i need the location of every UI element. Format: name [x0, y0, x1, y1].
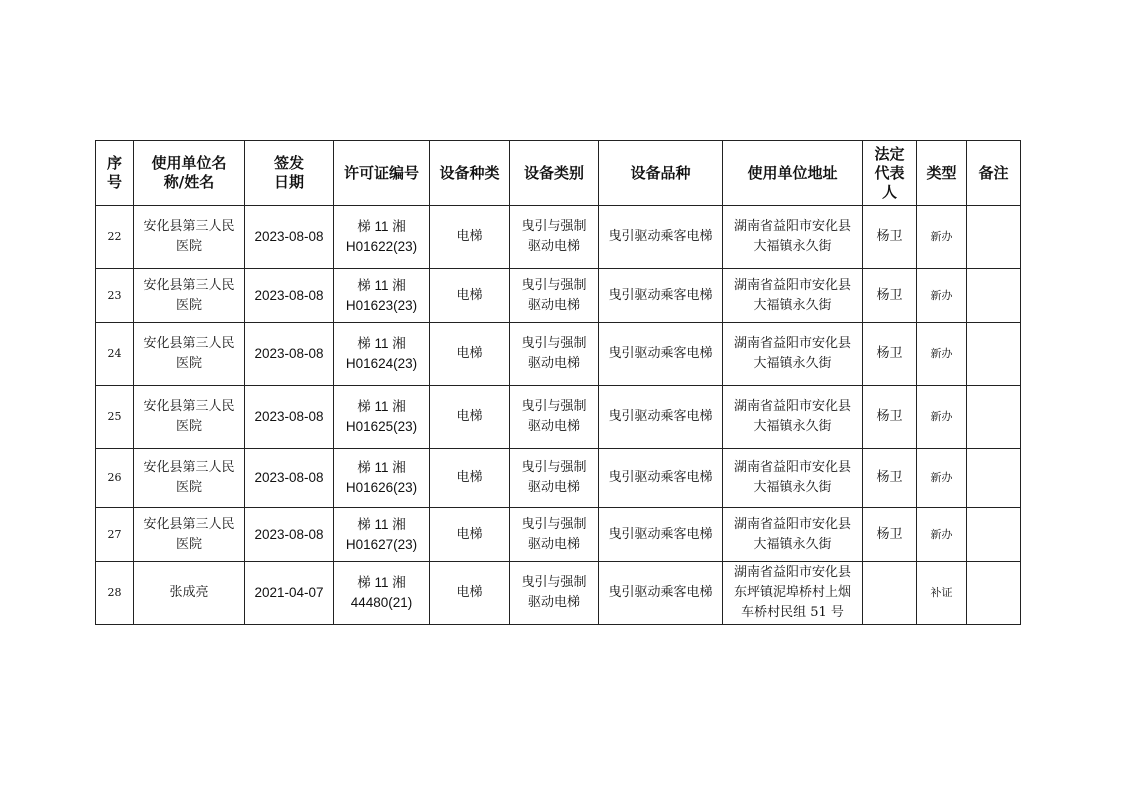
cell-unit-name: 安化县第三人民 医院 [134, 386, 245, 449]
cell-equipment-category: 曳引与强制 驱动电梯 [510, 206, 599, 269]
cell-equipment-kind: 电梯 [430, 386, 510, 449]
cell-serial-number: 24 [96, 323, 134, 386]
header-equipment-kind: 设备种类 [430, 141, 510, 206]
cell-type: 新办 [917, 269, 967, 323]
cell-unit-address: 湖南省益阳市安化县 大福镇永久街 [723, 269, 863, 323]
cell-issue-date: 2023-08-08 [245, 508, 334, 562]
cell-legal-representative [863, 562, 917, 625]
cell-unit-address: 湖南省益阳市安化县 大福镇永久街 [723, 386, 863, 449]
cell-remarks [967, 508, 1021, 562]
cell-legal-representative: 杨卫 [863, 323, 917, 386]
cell-issue-date: 2023-08-08 [245, 269, 334, 323]
cell-unit-name: 安化县第三人民 医院 [134, 269, 245, 323]
table-row [96, 386, 1021, 449]
cell-equipment-category: 曳引与强制 驱动电梯 [510, 508, 599, 562]
cell-legal-representative: 杨卫 [863, 206, 917, 269]
table-row [96, 508, 1021, 562]
cell-legal-representative: 杨卫 [863, 386, 917, 449]
cell-legal-representative: 杨卫 [863, 269, 917, 323]
cell-equipment-variety: 曳引驱动乘客电梯 [599, 269, 723, 323]
cell-equipment-kind: 电梯 [430, 206, 510, 269]
cell-serial-number: 22 [96, 206, 134, 269]
table-row [96, 206, 1021, 269]
cell-equipment-variety: 曳引驱动乘客电梯 [599, 206, 723, 269]
cell-serial-number: 27 [96, 508, 134, 562]
cell-serial-number: 28 [96, 562, 134, 625]
cell-remarks [967, 562, 1021, 625]
header-row [96, 141, 1021, 206]
cell-unit-address: 湖南省益阳市安化县 东坪镇泥埠桥村上烟 车桥村民组 51 号 [723, 562, 863, 625]
cell-remarks [967, 386, 1021, 449]
cell-unit-name: 张成亮 [134, 562, 245, 625]
cell-issue-date: 2023-08-08 [245, 206, 334, 269]
cell-remarks [967, 206, 1021, 269]
cell-license-number: 梯 11 湘 H01627(23) [334, 508, 430, 562]
header-legal-representative: 法定 代表 人 [863, 141, 917, 206]
cell-remarks [967, 269, 1021, 323]
record-table [95, 140, 1021, 625]
cell-type: 新办 [917, 508, 967, 562]
cell-equipment-variety: 曳引驱动乘客电梯 [599, 449, 723, 508]
cell-equipment-variety: 曳引驱动乘客电梯 [599, 323, 723, 386]
cell-remarks [967, 323, 1021, 386]
cell-license-number: 梯 11 湘 H01624(23) [334, 323, 430, 386]
cell-type: 新办 [917, 449, 967, 508]
header-license-number: 许可证编号 [334, 141, 430, 206]
header-equipment-category: 设备类别 [510, 141, 599, 206]
cell-remarks [967, 449, 1021, 508]
cell-type: 补证 [917, 562, 967, 625]
cell-unit-address: 湖南省益阳市安化县 大福镇永久街 [723, 449, 863, 508]
cell-issue-date: 2023-08-08 [245, 386, 334, 449]
cell-equipment-category: 曳引与强制 驱动电梯 [510, 269, 599, 323]
cell-legal-representative: 杨卫 [863, 449, 917, 508]
cell-type: 新办 [917, 386, 967, 449]
cell-unit-name: 安化县第三人民 医院 [134, 323, 245, 386]
cell-equipment-category: 曳引与强制 驱动电梯 [510, 449, 599, 508]
table-row [96, 562, 1021, 625]
cell-equipment-category: 曳引与强制 驱动电梯 [510, 386, 599, 449]
header-equipment-variety: 设备品种 [599, 141, 723, 206]
cell-serial-number: 23 [96, 269, 134, 323]
cell-issue-date: 2021-04-07 [245, 562, 334, 625]
cell-unit-address: 湖南省益阳市安化县 大福镇永久街 [723, 323, 863, 386]
cell-legal-representative: 杨卫 [863, 508, 917, 562]
cell-equipment-variety: 曳引驱动乘客电梯 [599, 386, 723, 449]
cell-equipment-variety: 曳引驱动乘客电梯 [599, 508, 723, 562]
header-issue-date: 签发 日期 [245, 141, 334, 206]
cell-type: 新办 [917, 206, 967, 269]
cell-serial-number: 26 [96, 449, 134, 508]
cell-equipment-kind: 电梯 [430, 449, 510, 508]
table-row [96, 323, 1021, 386]
cell-issue-date: 2023-08-08 [245, 323, 334, 386]
cell-equipment-category: 曳引与强制 驱动电梯 [510, 562, 599, 625]
header-unit-name: 使用单位名 称/姓名 [134, 141, 245, 206]
cell-license-number: 梯 11 湘 H01623(23) [334, 269, 430, 323]
cell-equipment-variety: 曳引驱动乘客电梯 [599, 562, 723, 625]
cell-equipment-kind: 电梯 [430, 508, 510, 562]
cell-equipment-kind: 电梯 [430, 323, 510, 386]
cell-type: 新办 [917, 323, 967, 386]
cell-equipment-kind: 电梯 [430, 269, 510, 323]
cell-unit-name: 安化县第三人民 医院 [134, 206, 245, 269]
table-row [96, 449, 1021, 508]
cell-serial-number: 25 [96, 386, 134, 449]
cell-issue-date: 2023-08-08 [245, 449, 334, 508]
cell-license-number: 梯 11 湘 H01622(23) [334, 206, 430, 269]
cell-equipment-kind: 电梯 [430, 562, 510, 625]
header-unit-address: 使用单位地址 [723, 141, 863, 206]
cell-license-number: 梯 11 湘 H01626(23) [334, 449, 430, 508]
cell-unit-address: 湖南省益阳市安化县 大福镇永久街 [723, 508, 863, 562]
cell-license-number: 梯 11 湘 44480(21) [334, 562, 430, 625]
cell-equipment-category: 曳引与强制 驱动电梯 [510, 323, 599, 386]
cell-unit-name: 安化县第三人民 医院 [134, 449, 245, 508]
cell-unit-name: 安化县第三人民 医院 [134, 508, 245, 562]
header-serial-number: 序 号 [96, 141, 134, 206]
header-type: 类型 [917, 141, 967, 206]
header-remarks: 备注 [967, 141, 1021, 206]
cell-unit-address: 湖南省益阳市安化县 大福镇永久街 [723, 206, 863, 269]
table-row [96, 269, 1021, 323]
cell-license-number: 梯 11 湘 H01625(23) [334, 386, 430, 449]
